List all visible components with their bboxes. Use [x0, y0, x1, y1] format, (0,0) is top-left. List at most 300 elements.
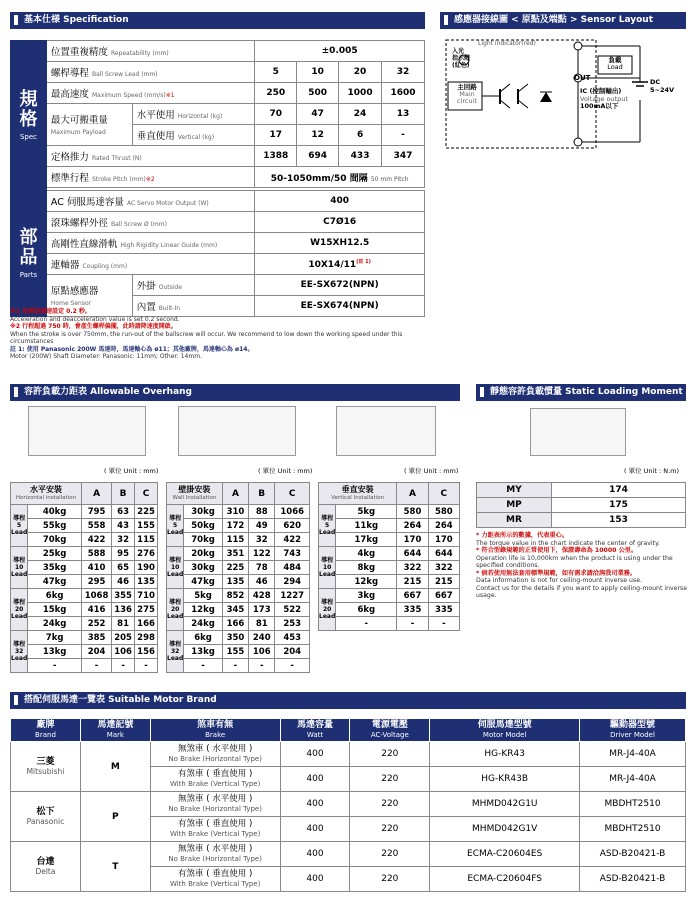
- value-cell: 667: [397, 589, 428, 603]
- wall-overhang-table: [166, 482, 310, 673]
- brake-cell: 無煞車 ( 水平使用 ) No Brake (Horizontal Type): [150, 792, 280, 817]
- weight-cell: 47kg: [28, 575, 82, 589]
- install-type-header: 壁掛安裝 Wall Installation: [167, 483, 223, 505]
- value-cell: 225: [222, 561, 248, 575]
- value-cell: 65: [112, 561, 135, 575]
- watt-cell: 400: [280, 767, 350, 792]
- mark-cell: T: [80, 842, 150, 892]
- payload-h-value: 13: [382, 104, 425, 125]
- value-cell: 95: [112, 547, 135, 561]
- motor-model-cell: MHMD042G1V: [430, 817, 580, 842]
- table-row: [11, 659, 158, 673]
- table-header-row: [11, 483, 158, 505]
- value-cell: 170: [428, 533, 459, 547]
- brake-cell: 無煞車 ( 水平使用 ) No Brake (Horizontal Type): [150, 842, 280, 867]
- weight-cell: 12kg: [336, 575, 397, 589]
- watt-cell: 400: [280, 742, 350, 767]
- value-cell: 81: [112, 617, 135, 631]
- value-cell: 558: [81, 519, 111, 533]
- weight-cell: 40kg: [28, 505, 82, 519]
- overhang-section-header: 容許負載力距表 Allowable Overhang: [10, 384, 460, 400]
- mark-cell: P: [80, 792, 150, 842]
- weight-cell: 20kg: [184, 547, 223, 561]
- weight-cell: -: [184, 659, 223, 673]
- lead-label: 導程 10 Lead: [319, 547, 336, 589]
- unit-label: ( 單位 Unit : mm): [404, 467, 459, 475]
- column-header: C: [275, 483, 310, 505]
- weight-cell: 30kg: [184, 505, 223, 519]
- thrust-value: 694: [297, 146, 339, 167]
- horizontal-overhang-table: [10, 482, 158, 673]
- speed-value: 500: [297, 83, 339, 104]
- weight-cell: 35kg: [28, 561, 82, 575]
- value-cell: 166: [135, 617, 158, 631]
- motor-brand-table: [10, 718, 686, 892]
- value-cell: 620: [275, 519, 310, 533]
- stroke-value: 50-1050mm/50 間隔 50 mm Pitch: [255, 167, 425, 188]
- note-line: * 符合型錄規範的正常使用下，保證壽命為 10000 公里。: [476, 547, 638, 554]
- unit-label: ( 單位 Unit : mm): [104, 467, 159, 475]
- value-cell: 428: [249, 589, 275, 603]
- table-row: [11, 575, 158, 589]
- driver-model-cell: ASD-B20421-B: [580, 867, 686, 892]
- weight-cell: 7kg: [28, 631, 82, 645]
- motor-model-cell: HG-KR43B: [430, 767, 580, 792]
- value-cell: 264: [428, 519, 459, 533]
- value-cell: 46: [112, 575, 135, 589]
- table-row: [11, 589, 158, 603]
- moment-name: MP: [477, 498, 552, 513]
- value-cell: 416: [81, 603, 111, 617]
- lead-label: 導程 20 Lead: [11, 589, 28, 631]
- driver-model-cell: MBDHT2510: [580, 792, 686, 817]
- value-cell: 115: [222, 533, 248, 547]
- table-row: [319, 603, 460, 617]
- brake-cell: 有煞車 ( 垂直使用 ) With Brake (Vertical Type): [150, 867, 280, 892]
- motor-model-cell: ECMA-C20604FS: [430, 867, 580, 892]
- guide-label: 高剛性直線滑軌 High Rigidity Linear Guide (mm): [46, 233, 254, 254]
- value-cell: 156: [135, 645, 158, 659]
- weight-cell: 25kg: [28, 547, 82, 561]
- voltage-cell: 220: [350, 767, 430, 792]
- repeat-value: ±0.005: [255, 41, 425, 62]
- sensor-builtin-label: 內置 Built-In: [132, 296, 255, 317]
- value-cell: 743: [275, 547, 310, 561]
- column-header: 廠牌 Brand: [11, 719, 81, 742]
- lead-label: 導程 10 Lead: [167, 547, 184, 589]
- weight-cell: 70kg: [28, 533, 82, 547]
- brake-cell: 有煞車 ( 垂直使用 ) With Brake (Vertical Type): [150, 767, 280, 792]
- thrust-value: 347: [382, 146, 425, 167]
- value-cell: 335: [428, 603, 459, 617]
- voltage-cell: 220: [350, 842, 430, 867]
- value-cell: 351: [222, 547, 248, 561]
- install-type-header: 垂直安裝 Vertical Installation: [319, 483, 397, 505]
- value-cell: -: [397, 617, 428, 631]
- payload-h-value: 47: [297, 104, 339, 125]
- motor-label: AC 伺服馬達容量 AC Servo Motor Output (W): [46, 191, 254, 212]
- voltage-cell: 220: [350, 742, 430, 767]
- value-cell: 350: [222, 631, 248, 645]
- table-row: [167, 533, 310, 547]
- value-cell: -: [222, 659, 248, 673]
- weight-cell: -: [28, 659, 82, 673]
- value-cell: 522: [275, 603, 310, 617]
- spec-notes: ※1 馬達加減速設定 0.2 秒。 Acceleration and deacceleration value is set 0.2 second. ※2 行程超過 750 時，會產生螺桿偏擺，此時請降速度開啟。 When the stroke is over 750mm, the run-out of the ballscrew will occur. We recommend to low down the working speed under this circumstances 註 1: 使用 Panasonic 200W 馬達時，馬達軸心為 ø11；其他廠牌，馬達軸心為 ø14。 Motor (200W) Shaft Diameter: Panasonic: 11mm; Other: 14mm.: [10, 308, 403, 360]
- spec-table: [10, 40, 425, 317]
- mark-cell: M: [80, 742, 150, 792]
- weight-cell: 24kg: [184, 617, 223, 631]
- table-row: [167, 645, 310, 659]
- value-cell: 81: [249, 617, 275, 631]
- coupling-label: 連軸器 Coupling (mm): [46, 254, 254, 275]
- value-cell: -: [112, 659, 135, 673]
- column-header: C: [428, 483, 459, 505]
- speed-label: 最高速度 Maximum Speed (mm/s)※1: [46, 83, 254, 104]
- ic-output-label: IC (控制輸出) Voltage output 100mA以下: [580, 87, 628, 110]
- column-header: C: [135, 483, 158, 505]
- voltage-cell: 220: [350, 817, 430, 842]
- table-row: [11, 617, 158, 631]
- value-cell: 795: [81, 505, 111, 519]
- value-cell: 155: [222, 645, 248, 659]
- payload-horizontal-label: 水平使用 Horizontal (kg): [132, 104, 255, 125]
- table-row: [167, 589, 310, 603]
- value-cell: 276: [135, 547, 158, 561]
- note-line: Contact us for the details if you want to apply ceiling-mount inverse usage.: [476, 584, 688, 599]
- column-header: 馬達容量 Watt: [280, 719, 350, 742]
- main-circuit-label: 主回路 Main circuit: [457, 83, 477, 105]
- value-cell: 295: [81, 575, 111, 589]
- table-row: [477, 498, 686, 513]
- brand-cell: 松下 Panasonic: [11, 792, 81, 842]
- table-header-row: [11, 719, 686, 742]
- table-row: [167, 519, 310, 533]
- sensor-label: 原點感應器 Home Sensor: [46, 275, 132, 317]
- watt-cell: 400: [280, 792, 350, 817]
- table-row: [319, 561, 460, 575]
- weight-cell: 11kg: [336, 519, 397, 533]
- table-row: [11, 561, 158, 575]
- column-header: 電源電壓 AC-Voltage: [350, 719, 430, 742]
- table-row: [319, 547, 460, 561]
- value-cell: 49: [249, 519, 275, 533]
- value-cell: -: [135, 659, 158, 673]
- value-cell: 484: [275, 561, 310, 575]
- motor-model-cell: HG-KR43: [430, 742, 580, 767]
- table-header-row: [167, 483, 310, 505]
- value-cell: -: [81, 659, 111, 673]
- value-cell: 32: [112, 533, 135, 547]
- brake-cell: 無煞車 ( 水平使用 ) No Brake (Horizontal Type): [150, 742, 280, 767]
- value-cell: 136: [112, 603, 135, 617]
- value-cell: 1066: [275, 505, 310, 519]
- voltage-cell: 220: [350, 867, 430, 892]
- table-row: [167, 603, 310, 617]
- weight-cell: 30kg: [184, 561, 223, 575]
- static-section-header: 靜態容許負載慣量 Static Loading Moment: [476, 384, 686, 400]
- unit-label: ( 單位 Unit : mm): [258, 467, 313, 475]
- table-row: [11, 519, 158, 533]
- column-header: 煞車有無 Brake: [150, 719, 280, 742]
- value-cell: 63: [112, 505, 135, 519]
- value-cell: 43: [112, 519, 135, 533]
- wall-install-drawing: [178, 406, 296, 456]
- brand-cell: 台達 Delta: [11, 842, 81, 892]
- value-cell: 852: [222, 589, 248, 603]
- table-row: [167, 631, 310, 645]
- lead-label: 導程 10 Lead: [11, 547, 28, 589]
- stroke-label: 標準行程 Stroke Pitch (mm)※2: [46, 167, 254, 188]
- value-cell: 106: [249, 645, 275, 659]
- table-row: [319, 589, 460, 603]
- driver-model-cell: MR-J4-40A: [580, 742, 686, 767]
- lead-label: 導程 5 Lead: [319, 505, 336, 547]
- moment-value: 153: [552, 513, 686, 528]
- value-cell: 205: [112, 631, 135, 645]
- payload-v-value: 12: [297, 125, 339, 146]
- column-header: A: [397, 483, 428, 505]
- weight-cell: 5kg: [336, 505, 397, 519]
- value-cell: 667: [428, 589, 459, 603]
- weight-cell: 47kg: [184, 575, 223, 589]
- value-cell: 204: [275, 645, 310, 659]
- table-row: [11, 533, 158, 547]
- brand-cell: 三菱 Mitsubishi: [11, 742, 81, 792]
- column-header: A: [81, 483, 111, 505]
- value-cell: 275: [135, 603, 158, 617]
- value-cell: 294: [275, 575, 310, 589]
- table-row: [319, 575, 460, 589]
- weight-cell: 13kg: [28, 645, 82, 659]
- horizontal-install-drawing: [28, 406, 146, 456]
- column-header: 驅動器型號 Driver Model: [580, 719, 686, 742]
- value-cell: 135: [135, 575, 158, 589]
- value-cell: 580: [397, 505, 428, 519]
- value-cell: 106: [112, 645, 135, 659]
- sensor-outside-value: EE-SX672(NPN): [255, 275, 425, 296]
- guide-value: W15XH12.5: [255, 233, 425, 254]
- value-cell: 135: [222, 575, 248, 589]
- speed-value: 1000: [339, 83, 382, 104]
- parts-side-label: 部品 Parts: [11, 191, 47, 317]
- lead-label: 導程 20 Lead: [319, 589, 336, 631]
- table-row: [11, 631, 158, 645]
- spec-section-header: 基本仕様 Specification: [10, 12, 425, 28]
- thrust-label: 定格推力 Rated Thrust (N): [46, 146, 254, 167]
- driver-model-cell: MR-J4-40A: [580, 767, 686, 792]
- brake-cell: 有煞車 ( 垂直使用 ) With Brake (Vertical Type): [150, 817, 280, 842]
- table-header-row: [319, 483, 460, 505]
- value-cell: 155: [135, 519, 158, 533]
- note-line: Data information is not for ceiling-mount inverse use.: [476, 577, 642, 584]
- value-cell: 453: [275, 631, 310, 645]
- value-cell: 170: [397, 533, 428, 547]
- weight-cell: 8kg: [336, 561, 397, 575]
- sensor-section-header: 感應器接線圖 < 原點及端點 > Sensor Layout: [440, 12, 686, 28]
- value-cell: 1068: [81, 589, 111, 603]
- weight-cell: 6kg: [336, 603, 397, 617]
- weight-cell: 3kg: [336, 589, 397, 603]
- table-row: [167, 505, 310, 519]
- value-cell: 644: [428, 547, 459, 561]
- value-cell: -: [275, 659, 310, 673]
- weight-cell: 12kg: [184, 603, 223, 617]
- screw-value: C7Ø16: [255, 212, 425, 233]
- table-row: [11, 742, 686, 767]
- speed-value: 250: [255, 83, 297, 104]
- column-header: B: [249, 483, 275, 505]
- weight-cell: 6kg: [184, 631, 223, 645]
- table-row: [319, 505, 460, 519]
- value-cell: 172: [222, 519, 248, 533]
- value-cell: 190: [135, 561, 158, 575]
- table-row: [11, 505, 158, 519]
- lead-label: 螺桿導程 Ball Screw Lead (mm): [46, 62, 254, 83]
- moment-name: MR: [477, 513, 552, 528]
- static-unit-label: ( 單位 Unit : N.m): [624, 467, 680, 475]
- static-moment-table: [476, 482, 686, 528]
- lead-value: 32: [382, 62, 425, 83]
- light-indicator-zh: 入光 指示燈 (紅色): [452, 48, 471, 69]
- value-cell: 204: [81, 645, 111, 659]
- install-type-header: 水平安裝 Horizontal installation: [11, 483, 82, 505]
- coupling-value: $10X14/11^{(註 1)}$: [255, 254, 425, 275]
- value-cell: 88: [249, 505, 275, 519]
- value-cell: 322: [428, 561, 459, 575]
- motor-section-header: 搭配伺服馬達一覽表 Suitable Motor Brand: [10, 692, 686, 708]
- value-cell: 322: [397, 561, 428, 575]
- table-row: [11, 842, 686, 867]
- payload-v-value: 6: [339, 125, 382, 146]
- moment-value: 174: [552, 483, 686, 498]
- moment-name: MY: [477, 483, 552, 498]
- payload-v-value: 17: [255, 125, 297, 146]
- value-cell: 385: [81, 631, 111, 645]
- static-notes: [476, 532, 688, 600]
- column-header: B: [112, 483, 135, 505]
- motor-value: 400: [255, 191, 425, 212]
- light-indicator-label: Light indicator(red): [478, 40, 536, 47]
- value-cell: 166: [222, 617, 248, 631]
- table-row: [319, 533, 460, 547]
- value-cell: 710: [135, 589, 158, 603]
- value-cell: 355: [112, 589, 135, 603]
- watt-cell: 400: [280, 842, 350, 867]
- value-cell: 1227: [275, 589, 310, 603]
- sensor-outside-label: 外掛 Outside: [132, 275, 255, 296]
- weight-cell: 70kg: [184, 533, 223, 547]
- thrust-value: 1388: [255, 146, 297, 167]
- sensor-builtin-value: EE-SX674(NPN): [255, 296, 425, 317]
- value-cell: 173: [249, 603, 275, 617]
- value-cell: 115: [135, 533, 158, 547]
- weight-cell: 15kg: [28, 603, 82, 617]
- driver-model-cell: ASD-B20421-B: [580, 842, 686, 867]
- table-row: [477, 513, 686, 528]
- lead-value: 20: [339, 62, 382, 83]
- note-line: The torque value in the chart indicate the center of gravity.: [476, 539, 660, 547]
- moment-value: 175: [552, 498, 686, 513]
- payload-v-value: -: [382, 125, 425, 146]
- note-line: * 力距表所示的數據，代表重心。: [476, 532, 569, 539]
- table-row: [11, 547, 158, 561]
- value-cell: 215: [428, 575, 459, 589]
- weight-cell: 5kg: [184, 589, 223, 603]
- value-cell: 78: [249, 561, 275, 575]
- value-cell: 422: [275, 533, 310, 547]
- value-cell: 345: [222, 603, 248, 617]
- payload-vertical-label: 垂直使用 Vertical (kg): [132, 125, 255, 146]
- value-cell: 46: [249, 575, 275, 589]
- value-cell: 215: [397, 575, 428, 589]
- value-cell: 410: [81, 561, 111, 575]
- table-row: [477, 483, 686, 498]
- screw-label: 滾珠螺桿外徑 Ball Screw Ø (mm): [46, 212, 254, 233]
- spec-side-label: 規格 Spec: [11, 41, 47, 191]
- value-cell: 253: [275, 617, 310, 631]
- value-cell: 240: [249, 631, 275, 645]
- vertical-install-drawing: [336, 406, 436, 456]
- table-row: [167, 561, 310, 575]
- value-cell: 644: [397, 547, 428, 561]
- note-line: * 倘若使用無法套用標準規範，如有需求請洽詢我司業務。: [476, 569, 637, 577]
- weight-cell: 17kg: [336, 533, 397, 547]
- weight-cell: 4kg: [336, 547, 397, 561]
- note-line: Operation life is 10,000km when the product is using under the specified conditions.: [476, 554, 673, 569]
- value-cell: 298: [135, 631, 158, 645]
- lead-value: 10: [297, 62, 339, 83]
- weight-cell: 13kg: [184, 645, 223, 659]
- lead-label: 導程 5 Lead: [11, 505, 28, 547]
- lead-label: 導程 5 Lead: [167, 505, 184, 547]
- weight-cell: -: [336, 617, 397, 631]
- out-label: OUT: [574, 74, 591, 82]
- column-header: A: [222, 483, 248, 505]
- weight-cell: 24kg: [28, 617, 82, 631]
- lead-value: 5: [255, 62, 297, 83]
- table-row: [319, 617, 460, 631]
- table-row: [11, 645, 158, 659]
- weight-cell: 6kg: [28, 589, 82, 603]
- value-cell: 32: [249, 533, 275, 547]
- thrust-value: 433: [339, 146, 382, 167]
- value-cell: 225: [135, 505, 158, 519]
- payload-label: 最大可搬重量 Maximum Payload: [46, 104, 132, 146]
- table-row: [167, 575, 310, 589]
- vertical-overhang-table: [318, 482, 460, 631]
- driver-model-cell: MBDHT2510: [580, 817, 686, 842]
- weight-cell: 50kg: [184, 519, 223, 533]
- table-row: [319, 519, 460, 533]
- lead-label: 導程 32 Lead: [167, 631, 184, 673]
- value-cell: 264: [397, 519, 428, 533]
- value-cell: -: [428, 617, 459, 631]
- table-row: [167, 547, 310, 561]
- speed-value: 1600: [382, 83, 425, 104]
- dc-voltage-label: DC 5~24V: [650, 78, 675, 94]
- payload-h-value: 70: [255, 104, 297, 125]
- repeat-label: 位置重複精度 Repeatability (mm): [46, 41, 254, 62]
- load-label: 負載 Load: [607, 56, 623, 71]
- value-cell: 580: [428, 505, 459, 519]
- lead-label: 導程 20 Lead: [167, 589, 184, 631]
- moment-drawing: [530, 408, 626, 456]
- table-row: [11, 603, 158, 617]
- value-cell: 588: [81, 547, 111, 561]
- value-cell: 252: [81, 617, 111, 631]
- motor-model-cell: ECMA-C20604ES: [430, 842, 580, 867]
